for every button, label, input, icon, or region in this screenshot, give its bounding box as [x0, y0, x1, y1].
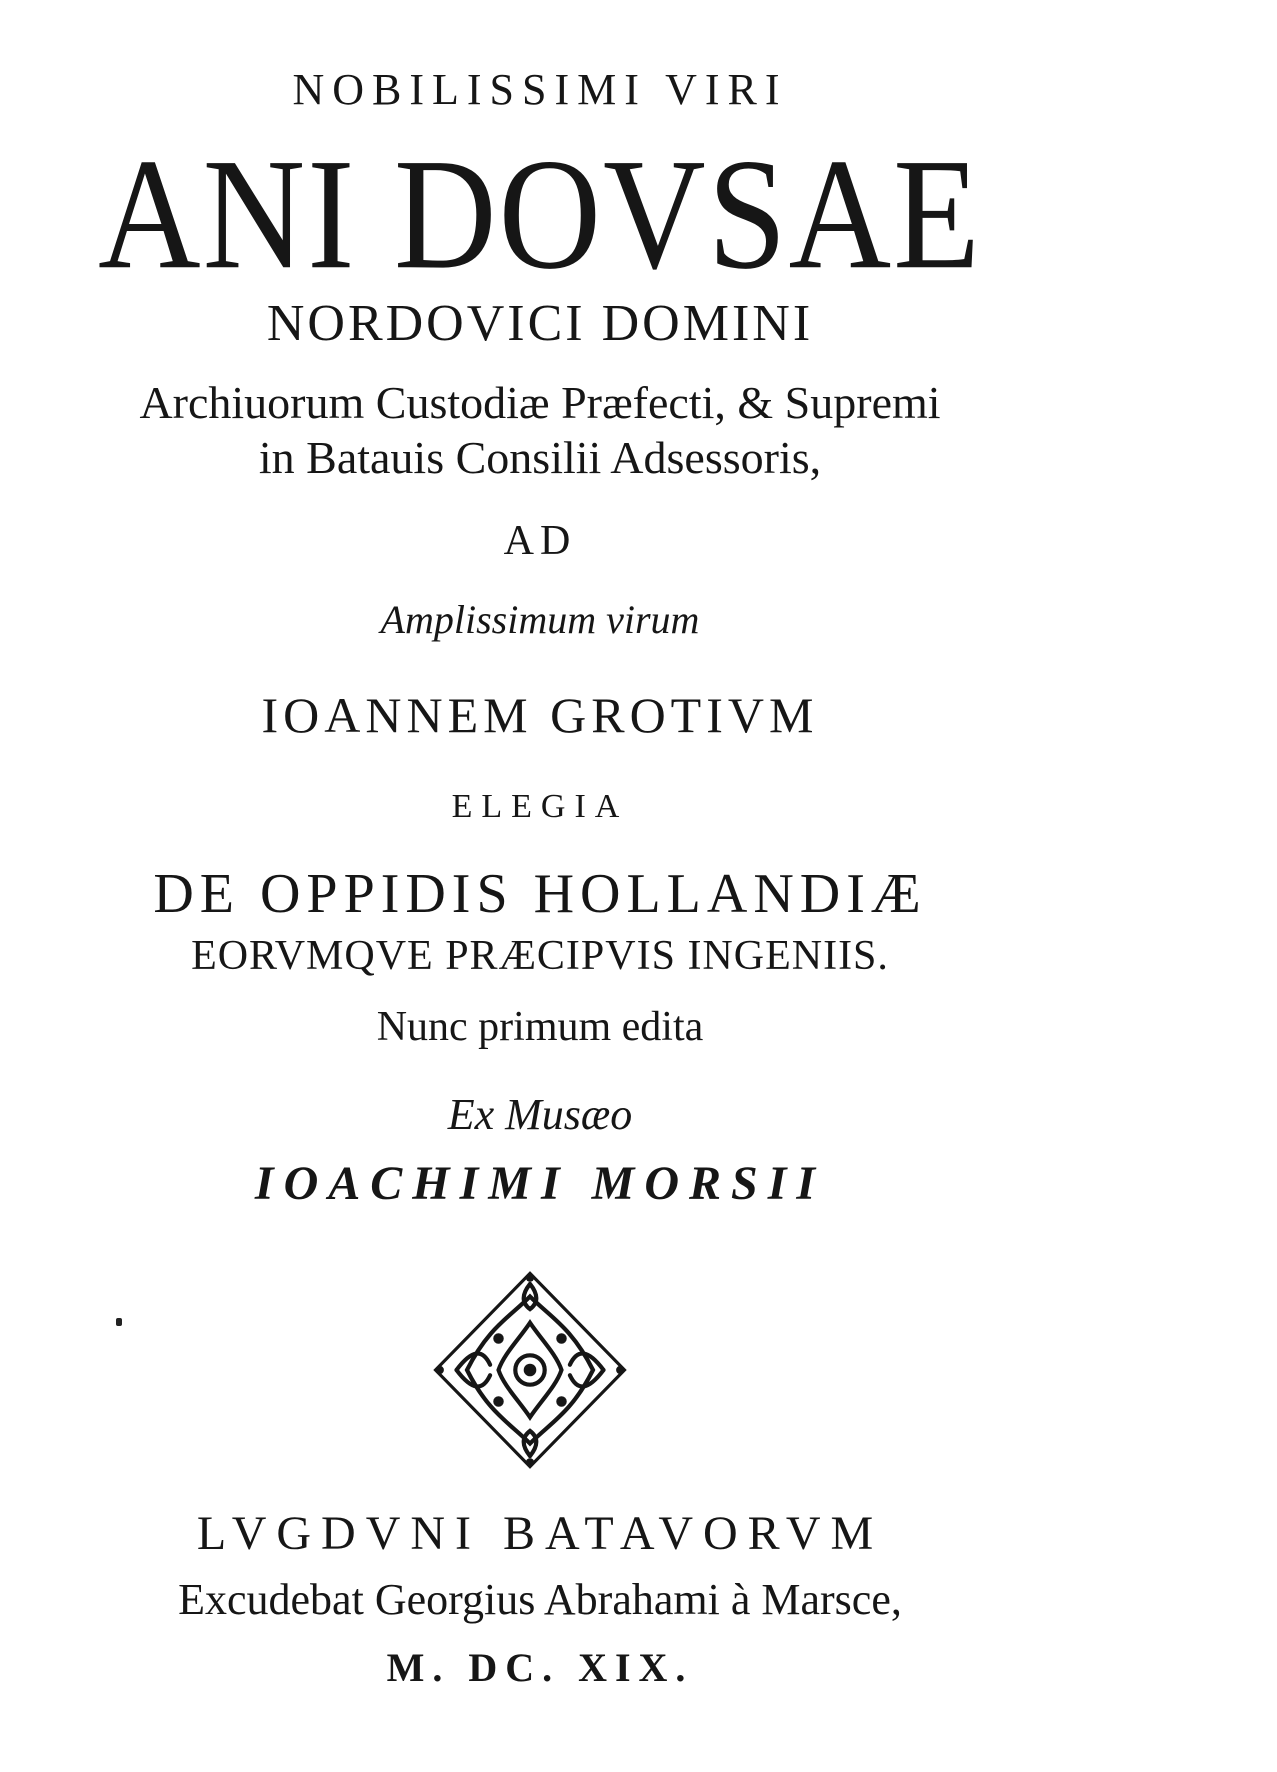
office-line-1: Archiuorum Custodiæ Præfecti, & Supremi	[139, 377, 941, 428]
floral-ornament-icon	[425, 1265, 635, 1475]
owner-name: IOACHIMI MORSII	[254, 1157, 826, 1210]
addressee-name: IOANNEM GROTIVM	[261, 687, 819, 743]
amplissimum-line: Amplissimum virum	[380, 597, 700, 642]
genre-line: ELEGIA	[451, 788, 629, 825]
imprint-printer: Excudebat Georgius Abrahami à Marsce,	[178, 1575, 902, 1624]
superscript-line: NOBILISSIMI VIRI	[292, 65, 788, 114]
lordship-line: NORDOVICI DOMINI	[266, 295, 814, 352]
ad-line: AD	[503, 518, 577, 564]
imprint-year: M. DC. XIX.	[386, 1645, 694, 1690]
ex-museo-line: Ex Musæo	[447, 1090, 633, 1139]
author-name: ANI DOVSAE	[98, 125, 982, 302]
imprint-city: LVGDVNI BATAVORVM	[196, 1507, 884, 1560]
subject-line-1: DE OPPIDIS HOLLANDIÆ	[153, 863, 927, 925]
edition-line: Nunc primum edita	[376, 1004, 704, 1050]
office-line-2: in Batauis Consilii Adsessoris,	[258, 432, 822, 483]
subject-line-2: EORVMQVE PRÆCIPVIS INGENIIS.	[191, 933, 889, 979]
ink-speck	[116, 1318, 122, 1326]
